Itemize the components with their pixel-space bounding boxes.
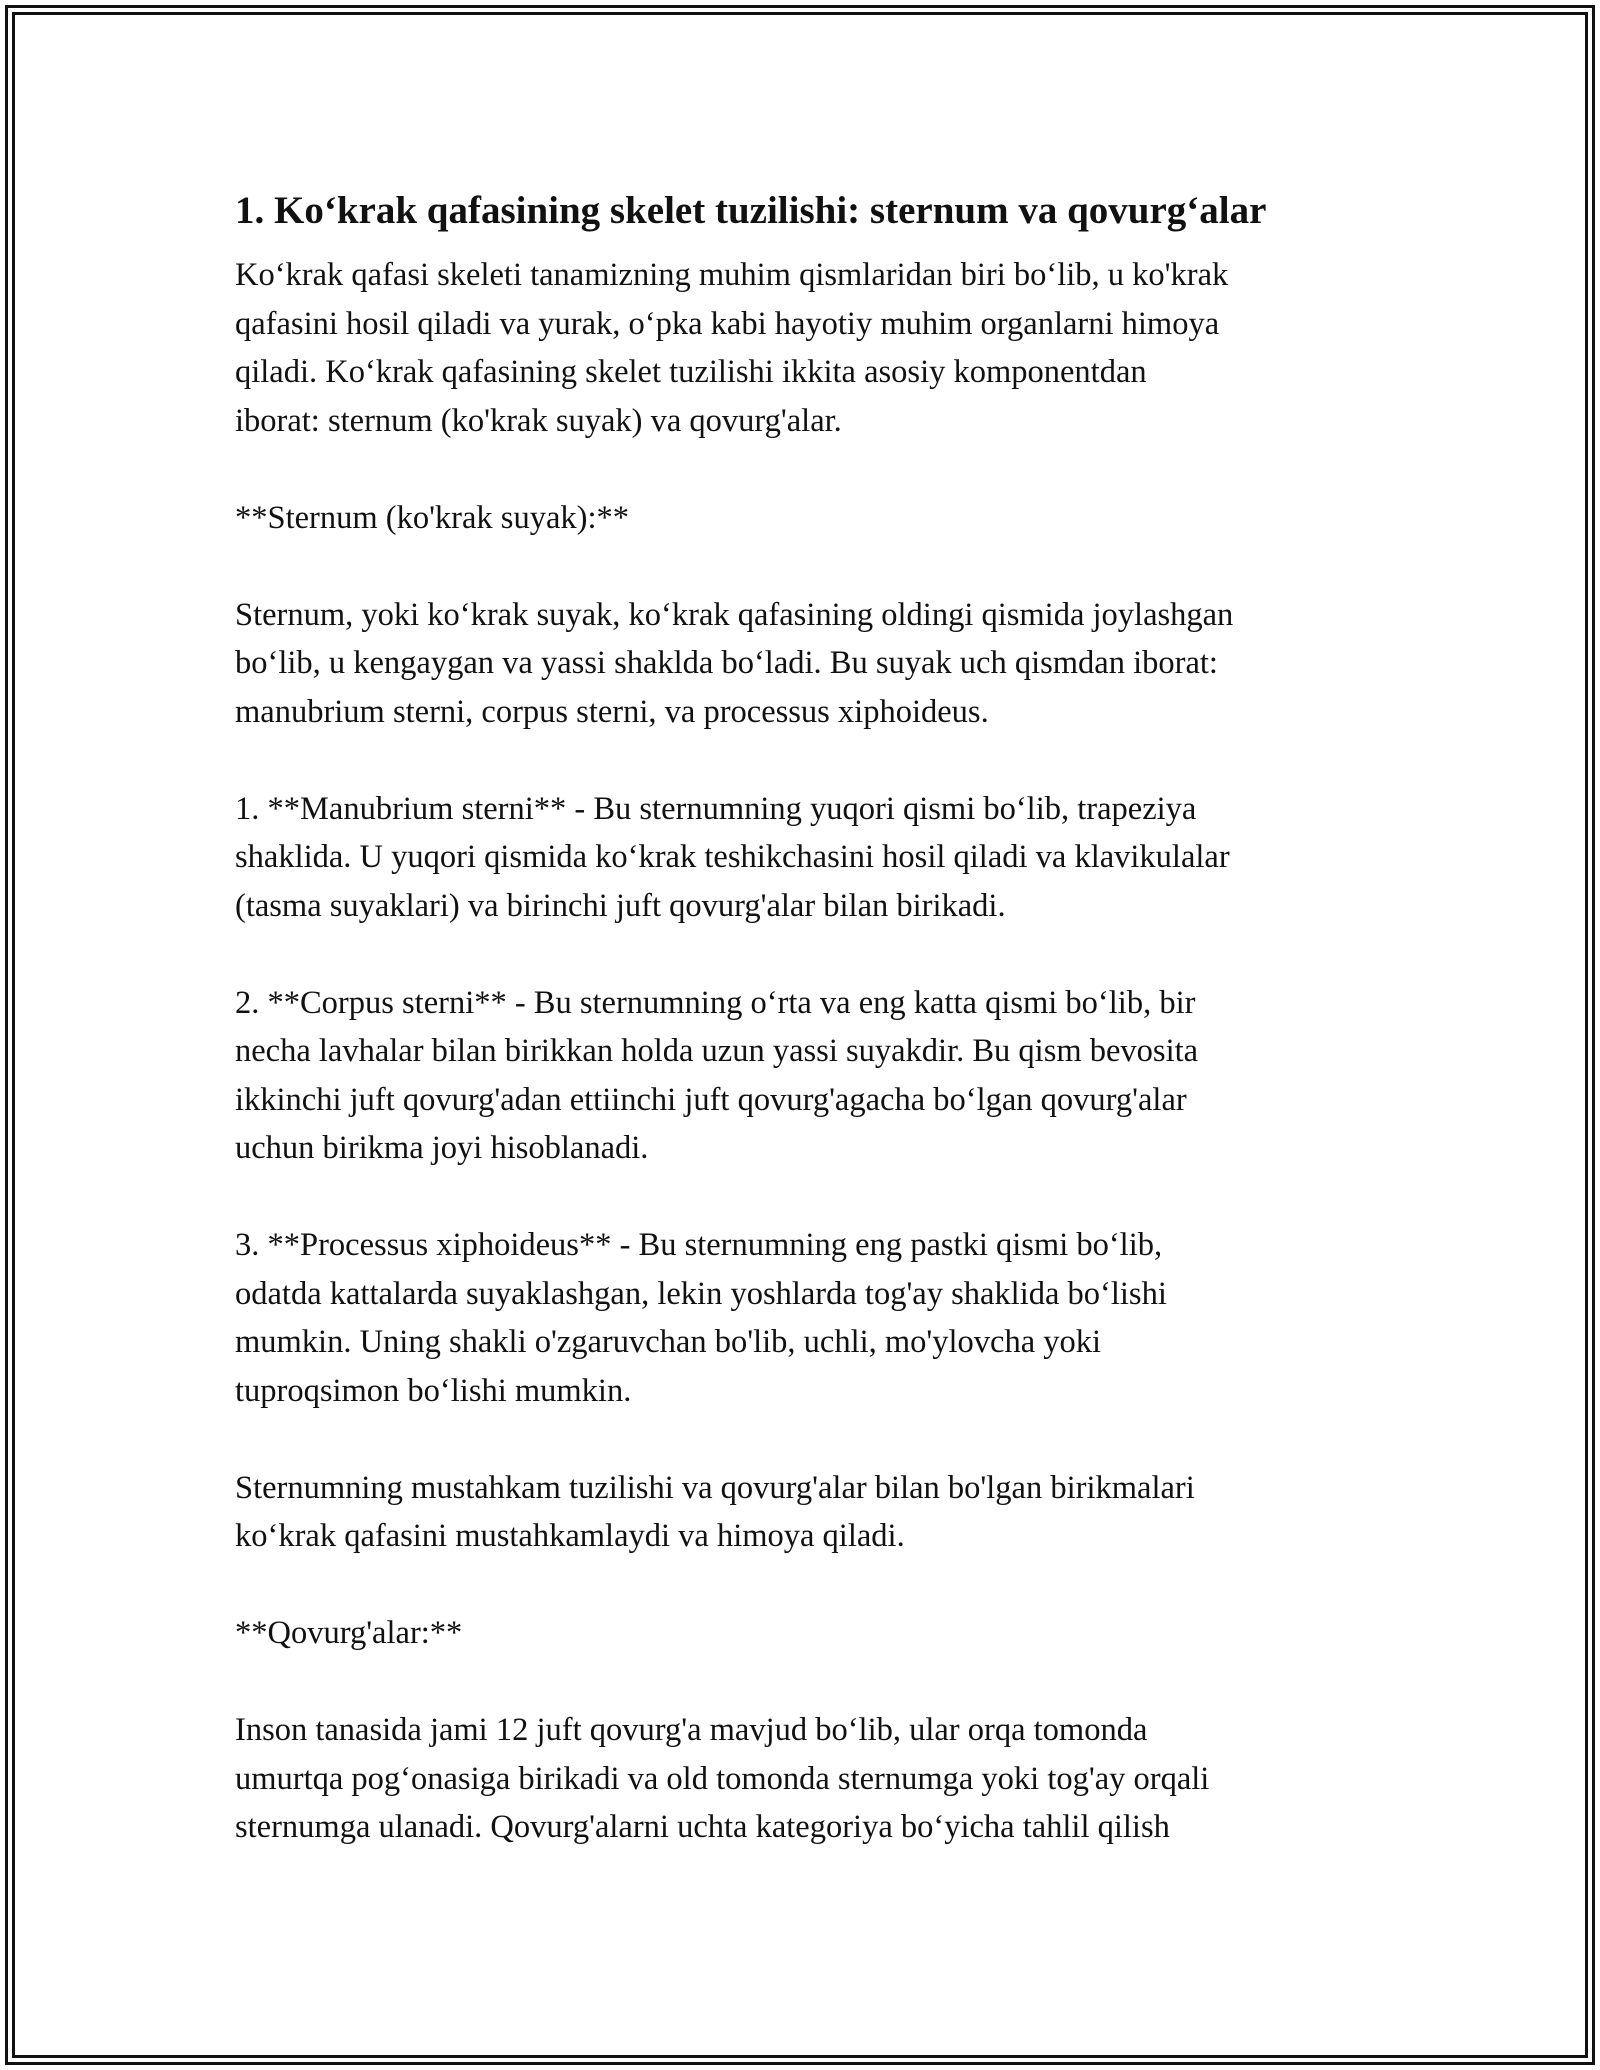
document-body — [235, 185, 1375, 1900]
page-title: 1. Ko‘krak qafasining skelet tuzilishi: sternum va qovurg‘alar — [235, 189, 1267, 232]
list-item-corpus: 2. **Corpus sterni** - Bu sternumning o‘rta va eng katta qismi bo‘lib, bir necha lavhalar bilan birikkan holda uzun yassi suyakdir. Bu qism bevosita ikkinchi juft qovurg'adan ettiinchi juft qovurg'agacha bo‘lgan qovurg'alar uchun birikma joyi hisoblanadi. — [235, 984, 1199, 1166]
paragraph-intro: Ko‘krak qafasi skeleti tanamizning muhim qismlaridan biri bo‘lib, u ko'krak qafasini hosil qiladi va yurak, o‘pka kabi hayotiy muhim organlarni himoya qiladi. Ko‘krak qafasining skelet tuzilishi ikkita asosiy komponentdan iborat: sternum (ko'krak suyak) va qovurg'alar. — [235, 257, 1229, 439]
heading-sternum: **Sternum (ko'krak suyak):** — [235, 499, 629, 536]
heading-ribs: **Qovurg'alar:** — [235, 1615, 463, 1651]
list-item-xiphoideus: 3. **Processus xiphoideus** - Bu sternumning eng pastki qismi bo‘lib, odatda kattalarda suyaklashgan, lekin yoshlarda tog'ay shaklida bo‘lishi mumkin. Uning shakli o'zgaruvchan bo'lib, uchli, mo'ylovcha yoki tuproqsimon bo‘lishi mumkin. — [235, 1227, 1167, 1409]
paragraph-sternum-description: Sternum, yoki ko‘krak suyak, ko‘krak qafasining oldingi qismida joylashgan bo‘lib, u kengaygan va yassi shaklda bo‘ladi. Bu suyak uch qismdan iborat: manubrium sterni, corpus sterni, va processus xiphoideus. — [235, 596, 1234, 730]
paragraph-ribs-description: Inson tanasida jami 12 juft qovurg'a mavjud bo‘lib, ular orqa tomonda umurtqa pog‘onasiga birikadi va old tomonda sternumga yoki tog'ay orqali sternumga ulanadi. Qovurg'alarni uchta kategoriya bo‘yicha tahlil qilish — [235, 1712, 1210, 1845]
paragraph-sternum-summary: Sternumning mustahkam tuzilishi va qovurg'alar bilan bo'lgan birikmalari ko‘krak qafasini mustahkamlaydi va himoya qiladi. — [235, 1469, 1195, 1554]
list-item-manubrium: 1. **Manubrium sterni** - Bu sternumning yuqori qismi bo‘lib, trapeziya shaklida. U yuqori qismida ko‘krak teshikchasini hosil qiladi va klavikulalar (tasma suyaklari) va birinchi juft qovurg'alar bilan birikadi. — [235, 790, 1230, 924]
